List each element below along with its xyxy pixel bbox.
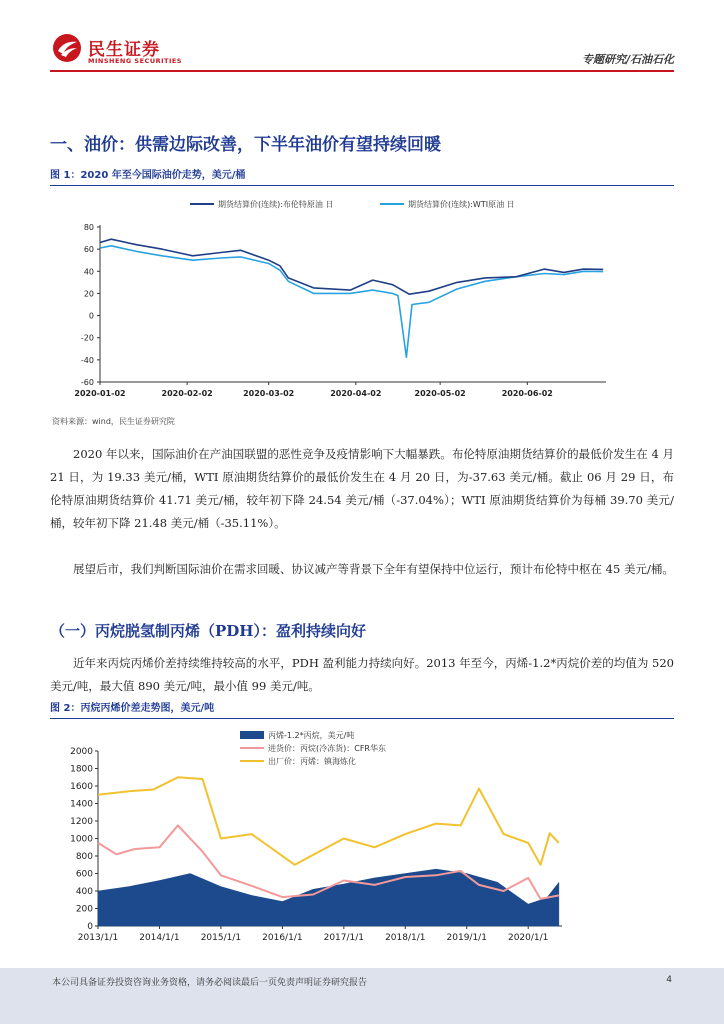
legend-label: 丙烯-1.2*丙烷，美元/吨 <box>268 731 355 740</box>
y-tick-label: 600 <box>75 869 93 880</box>
y-tick-label: 80 <box>83 223 94 232</box>
y-tick-label: -60 <box>80 378 94 387</box>
y-tick-label: -40 <box>80 355 94 365</box>
y-tick-label: 20 <box>83 289 94 299</box>
series-line <box>98 777 559 865</box>
paragraph-oil-price <box>50 443 674 535</box>
y-tick-label: 1600 <box>70 782 93 792</box>
x-tick-label: 2015/1/1 <box>200 933 242 943</box>
x-tick-label: 2020/1/1 <box>507 933 549 943</box>
paragraph-outlook <box>50 558 674 581</box>
y-tick-label: 1000 <box>70 834 93 845</box>
series-line <box>100 239 603 294</box>
section-title: 一、油价：供需边际改善，下半年油价有望持续回暖 <box>50 135 441 155</box>
y-tick-label: 0 <box>87 922 93 932</box>
paragraph-text: 近年来丙烷丙烯价差持续维持较高的水平，PDH 盈利能力持续向好。2013 年至今，丙烯-1.2*丙烷价差的均值为 520 美元/吨，最大值 890 美元/吨，最小值 99 美元/吨。 <box>50 656 674 693</box>
y-tick-label: 200 <box>75 904 93 915</box>
figure1-caption: 图 1：2020 年至今国际油价走势，美元/桶 <box>50 166 674 186</box>
y-tick-label: 0 <box>88 311 94 321</box>
logo-english-text: MINSHENG SECURITIES <box>88 57 182 65</box>
x-tick-label: 2020-02-02 <box>161 389 213 398</box>
legend-label: 期货结算价(连续):布伦特原油 日 <box>218 200 334 209</box>
legend-label: 期货结算价(连续):WTI原油 日 <box>408 200 515 209</box>
y-tick-label: 400 <box>75 887 93 897</box>
legend-swatch <box>240 731 264 739</box>
figure1-source: 资料来源：wind，民生证券研究院 <box>52 417 175 426</box>
minsheng-logo-icon <box>52 33 82 63</box>
y-tick-label: 2000 <box>70 747 93 757</box>
y-tick-label: 1800 <box>70 764 93 775</box>
y-tick-label: 40 <box>83 267 94 277</box>
x-tick-label: 2013/1/1 <box>77 933 119 943</box>
x-tick-label: 2020-03-02 <box>243 389 295 398</box>
subsection-title: （一）丙烷脱氢制丙烯（PDH）：盈利持续向好 <box>50 622 366 640</box>
x-tick-label: 2017/1/1 <box>323 933 365 943</box>
x-tick-label: 2018/1/1 <box>385 933 426 943</box>
figure2-caption: 图 2：丙烷丙烯价差走势图，美元/吨 <box>50 699 674 719</box>
report-type: 专题研究/石油石化 <box>581 53 674 66</box>
y-tick-label: 60 <box>83 245 94 255</box>
x-tick-label: 2020-01-02 <box>74 389 126 398</box>
x-tick-label: 2020-06-02 <box>501 389 553 398</box>
paragraph-text: 2020 年以来，国际油价在产油国联盟的恶性竞争及疫情影响下大幅暴跌。布伦特原油期货结算价的最低价发生在 4 月 21 日，为 19.33 美元/桶，WTI 原油期货结算价的最低价发生在 4 月 20 日，为-37.63 美元/桶。截止 06 月 29 日，布伦特原油期货结算价 41.71 美元/桶，较年初下降 24.54 美元/桶（-37.04%）；WTI 原油期货结算价为每桶 39.70 美元/桶，较年初下降 21.48 美元/桶（-35.11%）。 <box>50 447 674 530</box>
x-tick-label: 2020-05-02 <box>414 389 466 398</box>
x-tick-label: 2020-04-02 <box>330 389 382 398</box>
area-series <box>98 869 559 926</box>
y-tick-label: 1200 <box>70 817 93 827</box>
x-tick-label: 2019/1/1 <box>446 933 487 943</box>
y-tick-label: 800 <box>75 852 93 862</box>
y-tick-label: -20 <box>80 333 94 343</box>
legend-label: 进货价：丙烷(冷冻货)：CFR华东 <box>268 744 386 753</box>
footer-disclaimer: 本公司具备证券投资咨询业务资格，请务必阅读最后一页免责声明证券研究报告 <box>52 978 368 988</box>
propane-propylene-chart <box>50 724 674 964</box>
header-divider <box>50 70 674 72</box>
y-tick-label: 1400 <box>70 799 93 810</box>
series-line <box>100 246 603 357</box>
oil-price-chart <box>50 190 674 410</box>
page-number: 4 <box>666 975 672 985</box>
legend-label: 出厂价：丙烯：镇海炼化 <box>268 757 356 766</box>
paragraph-pdh <box>50 652 674 698</box>
logo-text: 民生证券 <box>88 40 160 60</box>
paragraph-text: 展望后市，我们判断国际油价在需求回暖、协议减产等背景下全年有望保持中位运行，预计布伦特中枢在 45 美元/桶。 <box>73 562 674 576</box>
x-tick-label: 2014/1/1 <box>139 933 180 943</box>
x-tick-label: 2016/1/1 <box>262 933 303 943</box>
